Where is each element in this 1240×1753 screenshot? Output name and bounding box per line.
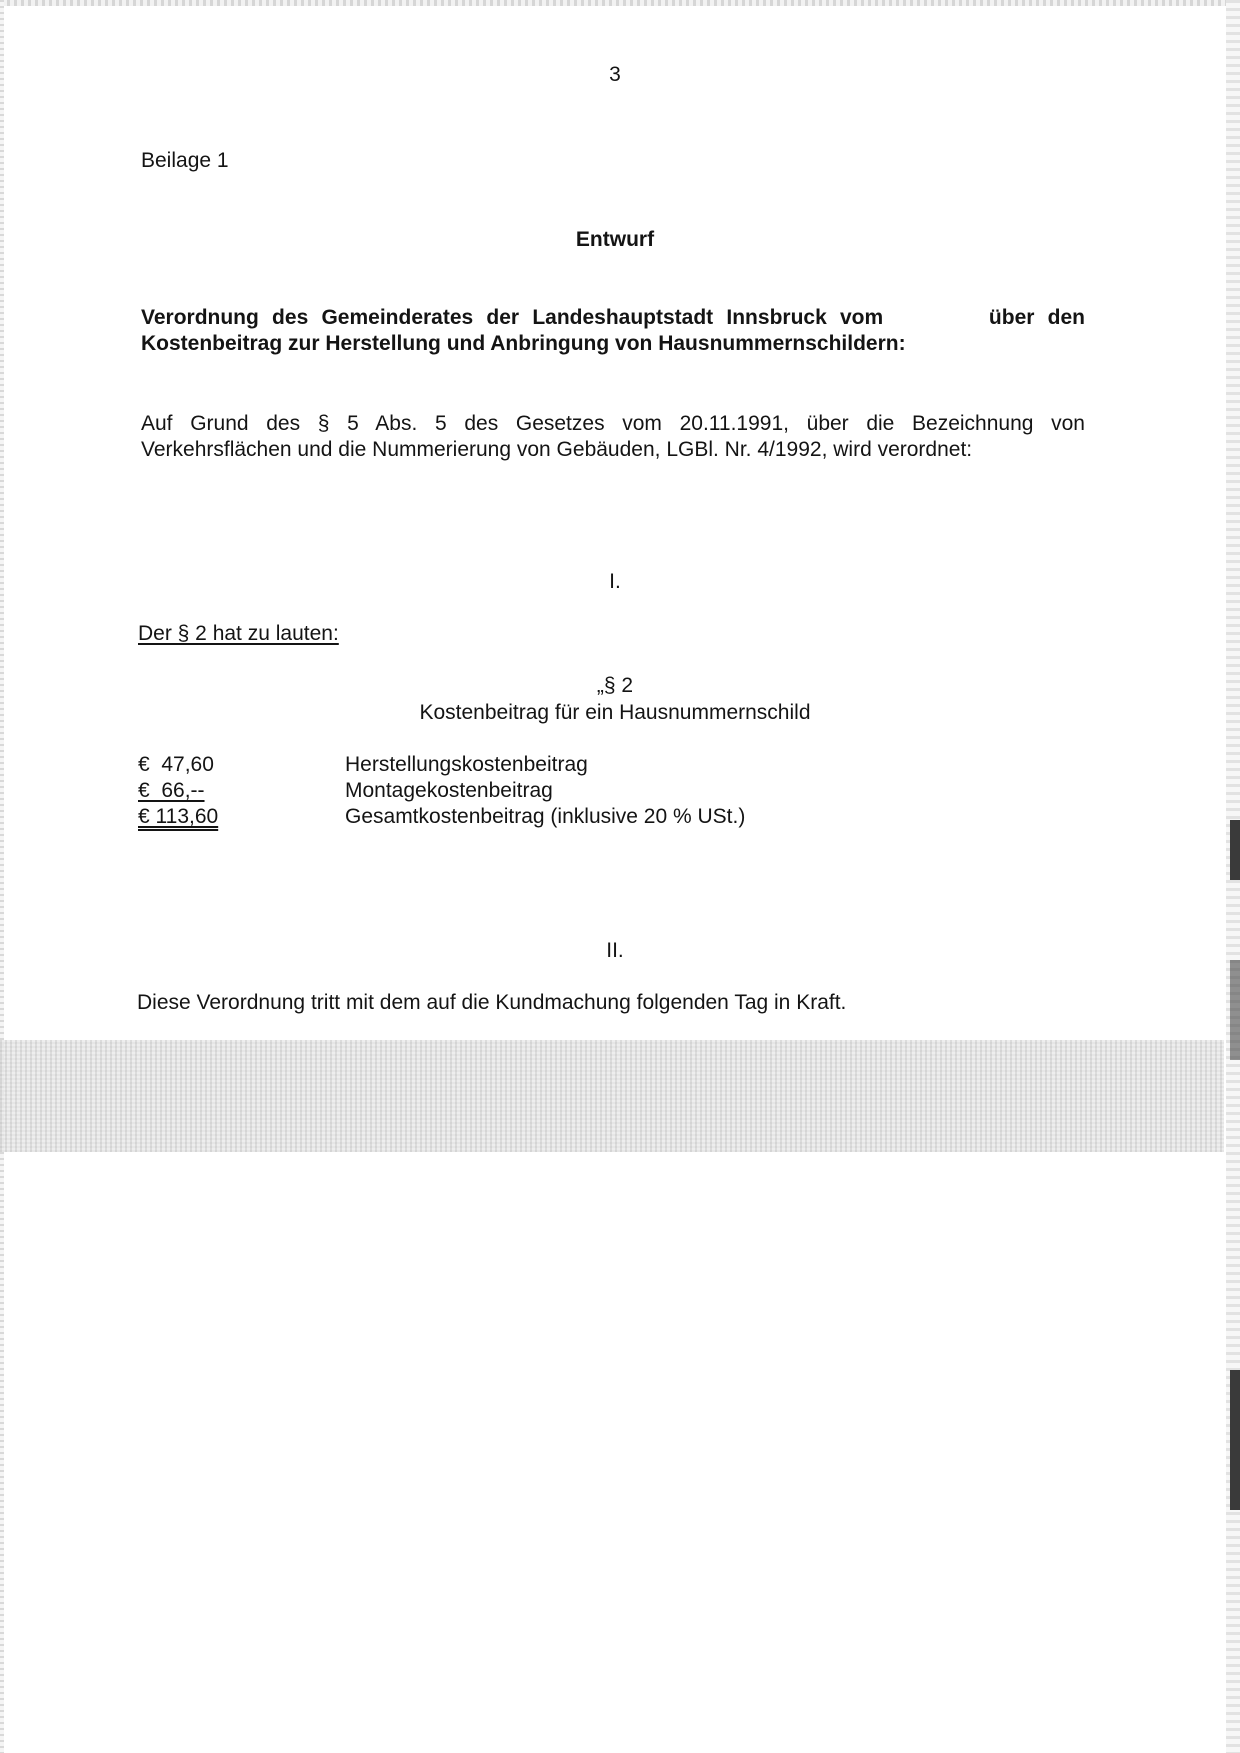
scan-edge-top	[0, 0, 1240, 6]
scan-edge-left	[0, 0, 4, 1753]
cost-description: Montagekostenbeitrag	[345, 779, 553, 802]
paragraph-title: Kostenbeitrag für ein Hausnummernschild	[419, 701, 811, 724]
cost-description: Herstellungskostenbeitrag	[345, 753, 588, 776]
preamble-line-1: Auf Grund des § 5 Abs. 5 des Gesetzes vom 20.11.1991, über die Bezeichnung von	[141, 412, 1085, 435]
scan-gray-band	[0, 1040, 1224, 1152]
section-1-intro: Der § 2 hat zu lauten:	[138, 622, 339, 645]
section-2-numeral: II.	[606, 939, 624, 962]
scan-edge-mark	[1230, 1370, 1240, 1510]
cost-amount-total: € 113,60	[138, 805, 219, 828]
preamble-line-2: Verkehrsflächen und die Nummerierung von Gebäuden, LGBl. Nr. 4/1992, wird verordnet:	[141, 438, 973, 461]
scan-edge-mark	[1230, 960, 1240, 1060]
cost-description-total: Gesamtkostenbeitrag (inklusive 20 % USt.)	[345, 805, 746, 828]
title-line-1: Verordnung des Gemeinderates der Landeshauptstadt Innsbruck vom über den	[141, 306, 1085, 329]
cost-amount: € 47,60	[138, 753, 214, 776]
title-line-2: Kostenbeitrag zur Herstellung und Anbringung von Hausnummernschildern:	[141, 332, 906, 355]
attachment-label: Beilage 1	[141, 149, 229, 172]
paragraph-label: „§ 2	[596, 674, 634, 697]
page-number: 3	[609, 63, 621, 86]
section-1-numeral: I.	[609, 570, 621, 593]
section-2-text: Diese Verordnung tritt mit dem auf die Kundmachung folgenden Tag in Kraft.	[137, 991, 847, 1014]
scan-edge-mark	[1230, 820, 1240, 880]
cost-amount: € 66,--	[138, 779, 205, 802]
draft-label: Entwurf	[575, 228, 655, 251]
